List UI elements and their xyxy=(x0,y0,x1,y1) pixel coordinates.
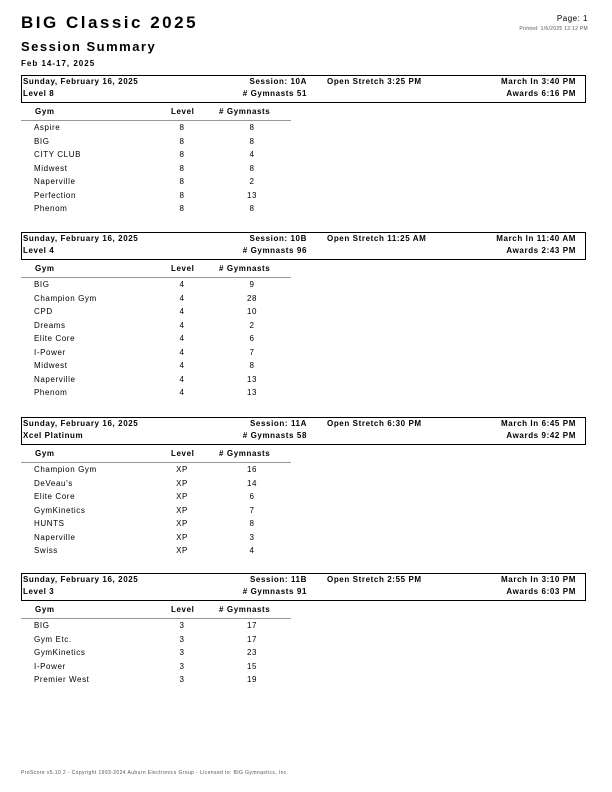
gym-gymnast-count: 6 xyxy=(249,334,255,343)
session-block xyxy=(21,573,586,689)
gym-gymnast-count: 6 xyxy=(249,492,255,501)
open-stretch-time: Open Stretch 3:25 PM xyxy=(327,77,422,86)
gym-name: Midwest xyxy=(34,361,68,370)
gym-list xyxy=(21,465,586,560)
table-row xyxy=(21,164,586,178)
table-row xyxy=(21,150,586,164)
column-header-level: Level xyxy=(171,605,195,614)
column-header-divider xyxy=(21,618,291,619)
footer-copyright: ProScore v5.10.2 - Copyright 1993-2024 Auburn Electronics Group - Licensed to: BIG Gymnastics, Inc. xyxy=(21,770,289,776)
gym-gymnast-count: 14 xyxy=(246,478,258,488)
march-in-time: March In 3:10 PM xyxy=(501,575,576,584)
table-row xyxy=(21,465,586,479)
gym-level: 8 xyxy=(179,163,185,173)
awards-time: Awards 6:16 PM xyxy=(506,89,576,98)
gym-level: 8 xyxy=(179,150,185,159)
session-block xyxy=(21,417,586,560)
gym-gymnast-count: 13 xyxy=(246,388,258,397)
column-header-gymnasts: # Gymnasts xyxy=(219,107,271,116)
gym-gymnast-count: 7 xyxy=(249,505,255,515)
gym-name: Naperville xyxy=(34,374,76,384)
gym-level: XP xyxy=(176,478,188,488)
gym-name: DeVeau's xyxy=(34,478,73,488)
gym-level: 3 xyxy=(179,675,185,684)
table-row xyxy=(21,361,586,375)
gym-gymnast-count: 8 xyxy=(249,361,255,370)
gym-gymnast-count: 3 xyxy=(249,532,255,542)
gym-level: 4 xyxy=(179,320,185,330)
table-row xyxy=(21,648,586,662)
column-header-gym: Gym xyxy=(35,264,55,273)
column-header-gym: Gym xyxy=(35,449,55,458)
table-row xyxy=(21,675,586,689)
gym-level: 3 xyxy=(179,634,185,644)
gym-gymnast-count: 16 xyxy=(246,465,258,474)
gym-name: CITY CLUB xyxy=(34,150,82,159)
gym-list xyxy=(21,621,586,689)
gym-gymnast-count: 7 xyxy=(249,347,255,357)
gym-level: 4 xyxy=(179,374,185,384)
report-subtitle: Session Summary xyxy=(21,39,157,54)
session-block xyxy=(21,75,586,218)
gym-name: I-Power xyxy=(34,347,66,357)
gym-name: Dreams xyxy=(34,320,66,330)
column-header-row xyxy=(21,259,586,276)
march-in-time: March In 11:40 AM xyxy=(496,234,576,243)
page-number: Page: 1 xyxy=(556,14,588,23)
gym-gymnast-count: 17 xyxy=(246,634,258,644)
gym-level: 8 xyxy=(179,123,185,132)
gym-name: Elite Core xyxy=(34,492,76,501)
table-row xyxy=(21,191,586,205)
gym-name: Elite Core xyxy=(34,334,76,343)
table-row xyxy=(21,204,586,218)
table-row xyxy=(21,294,586,308)
gym-gymnast-count: 8 xyxy=(249,204,255,213)
gym-name: Swiss xyxy=(34,546,58,555)
gym-name: GymKinetics xyxy=(34,505,86,515)
session-date: Sunday, February 16, 2025 xyxy=(23,419,139,428)
table-row xyxy=(21,280,586,294)
gym-level: 8 xyxy=(179,190,185,200)
gym-gymnast-count: 8 xyxy=(249,163,255,173)
gym-level: 4 xyxy=(179,280,185,289)
gym-list xyxy=(21,280,586,402)
session-date: Sunday, February 16, 2025 xyxy=(23,77,139,86)
column-header-level: Level xyxy=(171,264,195,273)
column-header-level: Level xyxy=(171,107,195,116)
session-header xyxy=(21,75,586,102)
column-header-row xyxy=(21,444,586,461)
session-gymnast-count: # Gymnasts 91 xyxy=(242,587,307,596)
gym-name: Gym Etc. xyxy=(34,634,72,644)
session-header xyxy=(21,573,586,600)
session-id: Session: 10A xyxy=(249,77,307,86)
gym-gymnast-count: 13 xyxy=(246,374,258,384)
session-gymnast-count: # Gymnasts 58 xyxy=(242,431,307,440)
awards-time: Awards 6:03 PM xyxy=(506,587,576,596)
column-header-gymnasts: # Gymnasts xyxy=(219,605,271,614)
gym-level: 4 xyxy=(179,347,185,357)
session-id: Session: 10B xyxy=(249,234,307,243)
table-row xyxy=(21,506,586,520)
session-gymnast-count: # Gymnasts 96 xyxy=(242,246,307,255)
gym-name: Naperville xyxy=(34,177,76,186)
gym-gymnast-count: 2 xyxy=(249,320,255,330)
session-level: Level 8 xyxy=(23,89,55,98)
gym-gymnast-count: 23 xyxy=(246,648,258,657)
gym-name: Champion Gym xyxy=(34,293,97,303)
table-row xyxy=(21,375,586,389)
session-date: Sunday, February 16, 2025 xyxy=(23,575,139,584)
table-row xyxy=(21,177,586,191)
column-header-divider xyxy=(21,120,291,121)
gym-level: 4 xyxy=(179,334,185,343)
session-gymnast-count: # Gymnasts 51 xyxy=(242,89,307,98)
gym-level: 3 xyxy=(179,661,185,671)
gym-level: 4 xyxy=(179,388,185,397)
gym-name: Aspire xyxy=(34,123,61,132)
gym-level: XP xyxy=(176,532,188,542)
gym-gymnast-count: 4 xyxy=(249,150,255,159)
table-row xyxy=(21,662,586,676)
gym-gymnast-count: 10 xyxy=(246,307,258,316)
gym-gymnast-count: 28 xyxy=(246,293,258,303)
session-level: Level 3 xyxy=(23,587,55,596)
column-header-row xyxy=(21,600,586,617)
gym-name: GymKinetics xyxy=(34,648,86,657)
table-row xyxy=(21,621,586,635)
gym-level: 8 xyxy=(179,136,185,146)
column-header-divider xyxy=(21,277,291,278)
gym-name: BIG xyxy=(34,621,50,630)
gym-gymnast-count: 8 xyxy=(249,123,255,132)
gym-level: 3 xyxy=(179,648,185,657)
column-header-gym: Gym xyxy=(35,107,55,116)
gym-gymnast-count: 19 xyxy=(246,675,258,684)
gym-gymnast-count: 17 xyxy=(246,621,258,630)
gym-name: Phenom xyxy=(34,388,68,397)
gym-name: BIG xyxy=(34,136,50,146)
open-stretch-time: Open Stretch 2:55 PM xyxy=(327,575,422,584)
gym-name: Midwest xyxy=(34,163,68,173)
table-row xyxy=(21,479,586,493)
column-header-gymnasts: # Gymnasts xyxy=(219,264,271,273)
awards-time: Awards 9:42 PM xyxy=(506,431,576,440)
session-id: Session: 11B xyxy=(249,575,307,584)
gym-level: 8 xyxy=(179,204,185,213)
gym-name: Phenom xyxy=(34,204,68,213)
table-row xyxy=(21,635,586,649)
table-row xyxy=(21,519,586,533)
printed-timestamp: Printed: 1/6/2025 12:12 PM xyxy=(519,26,588,32)
session-header xyxy=(21,417,586,444)
gym-name: CPD xyxy=(34,307,53,316)
table-row xyxy=(21,334,586,348)
gym-level: XP xyxy=(176,465,188,474)
gym-name: Naperville xyxy=(34,532,76,542)
gym-name: BIG xyxy=(34,280,50,289)
gym-gymnast-count: 13 xyxy=(246,190,258,200)
column-header-gym: Gym xyxy=(35,605,55,614)
gym-gymnast-count: 4 xyxy=(249,546,255,555)
gym-gymnast-count: 8 xyxy=(249,519,255,528)
gym-name: Champion Gym xyxy=(34,465,97,474)
table-row xyxy=(21,123,586,137)
table-row xyxy=(21,307,586,321)
gym-name: I-Power xyxy=(34,661,66,671)
gym-level: XP xyxy=(176,492,188,501)
report-title: BIG Classic 2025 xyxy=(21,13,199,32)
session-block xyxy=(21,232,586,402)
table-row xyxy=(21,533,586,547)
session-date: Sunday, February 16, 2025 xyxy=(23,234,139,243)
column-header-row xyxy=(21,102,586,119)
table-row xyxy=(21,348,586,362)
gym-gymnast-count: 8 xyxy=(249,136,255,146)
gym-gymnast-count: 15 xyxy=(246,661,258,671)
open-stretch-time: Open Stretch 6:30 PM xyxy=(327,419,422,428)
report-dates: Feb 14-17, 2025 xyxy=(21,59,96,68)
gym-name: Perfection xyxy=(34,190,77,200)
gym-level: 4 xyxy=(179,307,185,316)
gym-level: 4 xyxy=(179,361,185,370)
awards-time: Awards 2:43 PM xyxy=(506,246,576,255)
open-stretch-time: Open Stretch 11:25 AM xyxy=(327,234,427,243)
gym-level: 4 xyxy=(179,293,185,303)
gym-gymnast-count: 2 xyxy=(249,177,255,186)
march-in-time: March In 6:45 PM xyxy=(501,419,576,428)
gym-level: 8 xyxy=(179,177,185,186)
gym-level: 3 xyxy=(179,621,185,630)
table-row xyxy=(21,546,586,560)
session-level: Level 4 xyxy=(23,246,55,255)
session-level: Xcel Platinum xyxy=(23,431,84,440)
table-row xyxy=(21,492,586,506)
gym-name: HUNTS xyxy=(34,519,65,528)
column-header-divider xyxy=(21,462,291,463)
gym-list xyxy=(21,123,586,218)
table-row xyxy=(21,321,586,335)
column-header-level: Level xyxy=(171,449,195,458)
table-row xyxy=(21,388,586,402)
session-header xyxy=(21,232,586,259)
gym-level: XP xyxy=(176,546,188,555)
session-id: Session: 11A xyxy=(249,419,307,428)
gym-level: XP xyxy=(176,505,188,515)
march-in-time: March In 3:40 PM xyxy=(501,77,576,86)
gym-level: XP xyxy=(176,519,188,528)
column-header-gymnasts: # Gymnasts xyxy=(219,449,271,458)
gym-name: Premier West xyxy=(34,675,90,684)
gym-gymnast-count: 9 xyxy=(249,280,255,289)
table-row xyxy=(21,137,586,151)
